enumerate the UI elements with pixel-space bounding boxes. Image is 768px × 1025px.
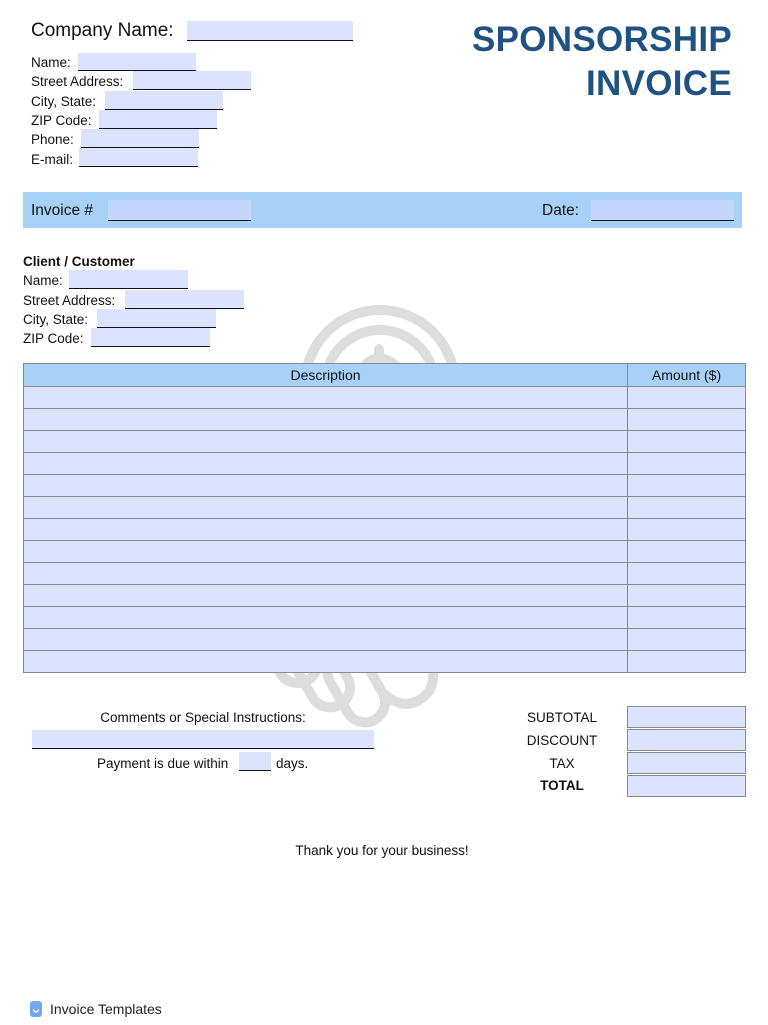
description-cell[interactable] — [24, 541, 628, 563]
client-heading: Client / Customer — [23, 254, 135, 269]
amount-cell[interactable] — [628, 651, 746, 673]
description-cell[interactable] — [24, 651, 628, 673]
table-row — [24, 585, 746, 607]
date-field[interactable] — [591, 200, 734, 221]
payment-terms-suffix: days. — [276, 756, 309, 771]
description-cell[interactable] — [24, 519, 628, 541]
brand-logo — [30, 1001, 162, 1017]
tax-field[interactable] — [627, 752, 746, 774]
comments-label: Comments or Special Instructions: — [100, 710, 306, 725]
total-field[interactable] — [627, 775, 746, 797]
subtotal-field[interactable] — [627, 706, 746, 728]
table-row — [24, 563, 746, 585]
table-row — [24, 541, 746, 563]
amount-cell[interactable] — [628, 585, 746, 607]
table-row — [24, 453, 746, 475]
description-cell[interactable] — [24, 387, 628, 409]
discount-field[interactable] — [627, 729, 746, 751]
description-cell[interactable] — [24, 563, 628, 585]
client-name-field[interactable] — [69, 270, 188, 289]
table-row — [24, 387, 746, 409]
invoice-templates-logo-icon — [30, 1001, 42, 1017]
description-cell[interactable] — [24, 607, 628, 629]
column-header-amount: Amount ($) — [628, 364, 746, 387]
total-label: TOTAL — [540, 778, 584, 793]
table-row — [24, 497, 746, 519]
amount-cell[interactable] — [628, 519, 746, 541]
sender-name-label: Name: — [31, 55, 71, 70]
sender-city-field[interactable] — [105, 91, 223, 110]
amount-cell[interactable] — [628, 387, 746, 409]
description-cell[interactable] — [24, 629, 628, 651]
line-items-table — [23, 363, 746, 673]
table-row — [24, 431, 746, 453]
document-title-line2: INVOICE — [585, 64, 732, 103]
sender-zip-field[interactable] — [99, 110, 217, 129]
client-street-label: Street Address: — [23, 293, 116, 308]
client-zip-field[interactable] — [91, 328, 210, 347]
sender-city-label: City, State: — [31, 94, 97, 109]
amount-cell[interactable] — [628, 475, 746, 497]
sender-email-field[interactable] — [79, 148, 198, 167]
sender-phone-field[interactable] — [81, 129, 199, 148]
description-cell[interactable] — [24, 475, 628, 497]
description-cell[interactable] — [24, 497, 628, 519]
invoice-number-label: Invoice # — [31, 202, 94, 219]
document-title-line1: SPONSORSHIP — [471, 20, 732, 59]
description-cell[interactable] — [24, 585, 628, 607]
table-row — [24, 519, 746, 541]
discount-label: DISCOUNT — [526, 733, 598, 748]
sender-street-label: Street Address: — [31, 74, 124, 89]
company-name-label: Company Name: — [31, 20, 174, 41]
date-label: Date: — [542, 202, 580, 219]
amount-cell[interactable] — [628, 497, 746, 519]
client-zip-label: ZIP Code: — [23, 331, 84, 346]
comments-field[interactable] — [32, 730, 374, 749]
sender-email-label: E-mail: — [31, 152, 74, 167]
amount-cell[interactable] — [628, 607, 746, 629]
invoice-number-field[interactable] — [108, 200, 251, 221]
table-row — [24, 607, 746, 629]
amount-cell[interactable] — [628, 541, 746, 563]
sender-street-field[interactable] — [133, 71, 251, 90]
payment-terms-prefix: Payment is due within — [97, 756, 229, 771]
amount-cell[interactable] — [628, 409, 746, 431]
table-row — [24, 409, 746, 431]
client-name-label: Name: — [23, 273, 63, 288]
sender-name-field[interactable] — [78, 53, 196, 71]
description-cell[interactable] — [24, 453, 628, 475]
brand-name: Invoice Templates — [50, 1001, 162, 1017]
amount-cell[interactable] — [628, 431, 746, 453]
description-cell[interactable] — [24, 431, 628, 453]
subtotal-label: SUBTOTAL — [526, 710, 598, 725]
client-street-field[interactable] — [125, 290, 244, 309]
invoice-number-bar — [23, 192, 742, 228]
amount-cell[interactable] — [628, 563, 746, 585]
column-header-description: Description — [24, 364, 628, 387]
tax-label: TAX — [549, 756, 575, 771]
company-name-field[interactable] — [187, 21, 353, 41]
table-row — [24, 475, 746, 497]
table-row — [24, 629, 746, 651]
thank-you-message: Thank you for your business! — [295, 843, 469, 858]
description-cell[interactable] — [24, 409, 628, 431]
amount-cell[interactable] — [628, 629, 746, 651]
payment-days-field[interactable] — [239, 752, 271, 771]
sender-phone-label: Phone: — [31, 132, 74, 147]
client-city-field[interactable] — [97, 309, 216, 328]
table-row — [24, 651, 746, 673]
amount-cell[interactable] — [628, 453, 746, 475]
client-city-label: City, State: — [23, 312, 89, 327]
table-header-row — [24, 364, 746, 387]
sender-zip-label: ZIP Code: — [31, 113, 92, 128]
